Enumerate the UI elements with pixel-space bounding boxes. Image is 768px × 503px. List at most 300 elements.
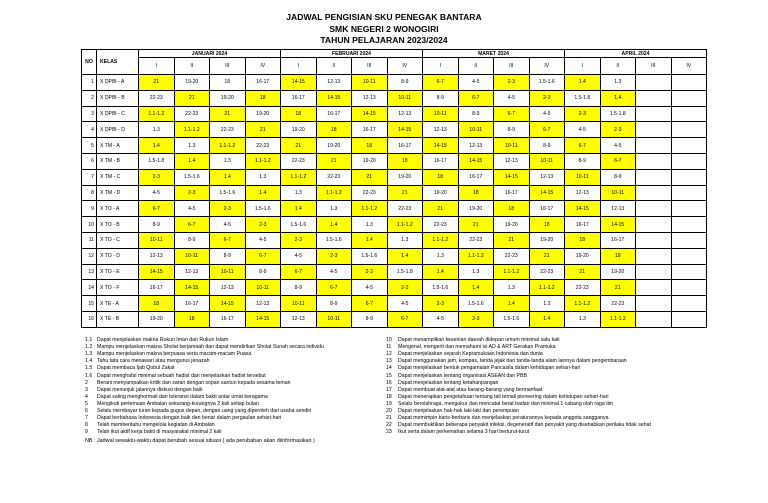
row-number: 12	[82, 248, 97, 264]
schedule-cell: 1.5-1.6	[458, 296, 494, 312]
note-item	[85, 380, 291, 387]
note-item	[386, 380, 498, 387]
schedule-cell: 14-15	[529, 185, 565, 201]
schedule-cell: 1.3	[352, 217, 388, 233]
schedule-cell: 12-13	[494, 153, 530, 169]
schedule-cell: 22-23	[565, 280, 601, 296]
schedule-cell: 1.4	[458, 280, 494, 296]
week-header: IV	[387, 58, 423, 75]
note-text: Dapat menjelaskan hak-hak laki-laki dan perempuan	[398, 408, 519, 414]
schedule-cell: 6-7	[139, 201, 175, 217]
month-header: MARET 2024	[423, 50, 565, 58]
schedule-cell	[636, 217, 672, 233]
schedule-cell: 19-20	[210, 90, 246, 106]
schedule-cell	[671, 296, 707, 312]
schedule-cell	[671, 232, 707, 248]
schedule-cell: 2-3	[210, 201, 246, 217]
note-text: Dapat menerapkan pengetahuan tentang tali temali pioneering dalam kehidupan sehari-hari	[398, 393, 609, 400]
schedule-cell: 18	[458, 185, 494, 201]
note-item	[85, 387, 203, 394]
schedule-cell: 2-3	[387, 280, 423, 296]
schedule-cell	[636, 248, 672, 264]
schedule-cell: 18	[245, 90, 281, 106]
header-kelas: KELAS	[97, 50, 139, 75]
schedule-cell: 1.1-1.2	[458, 248, 494, 264]
week-header: III	[352, 58, 388, 75]
schedule-cell: 21	[245, 122, 281, 138]
week-header: III	[636, 58, 672, 75]
note-number: 19	[386, 400, 392, 407]
schedule-cell	[671, 122, 707, 138]
class-name: X DPIB - A	[97, 75, 139, 91]
note-number: 1.2	[85, 344, 93, 351]
note-item	[386, 422, 651, 429]
schedule-cell: 21	[565, 264, 601, 280]
schedule-cell: 1.4	[174, 153, 210, 169]
note-item	[85, 422, 215, 429]
schedule-cell: 18	[387, 153, 423, 169]
schedule-cell: 8-9	[245, 264, 281, 280]
note-text: Dapat membuat alat-alat atau barang-barang yang bermanfaat	[398, 386, 543, 393]
schedule-cell: 1.5-1.6	[316, 232, 352, 248]
week-header: I	[139, 58, 175, 75]
schedule-cell	[671, 201, 707, 217]
note-item	[85, 401, 259, 408]
schedule-cell: 14-15	[139, 264, 175, 280]
class-name: X TE - A	[97, 296, 139, 312]
note-number: 8	[85, 422, 88, 429]
schedule-cell: 2-3	[352, 264, 388, 280]
schedule-cell: 16-17	[281, 90, 317, 106]
row-number: 14	[82, 280, 97, 296]
schedule-cell	[636, 264, 672, 280]
schedule-cell	[671, 280, 707, 296]
class-name: X TM - A	[97, 138, 139, 154]
schedule-cell: 1.3	[423, 248, 459, 264]
table-row	[82, 185, 707, 201]
note-text: Mengenal, mengerti dan memahami isi AD & ART Gerakan Pramuka	[398, 344, 556, 351]
schedule-cell: 6-7	[458, 90, 494, 106]
note-text: Dapat membuktikan beberapa penyakit infeksi, degeneratif dan penyakit yang disebabkan perilaku tidak sehat	[398, 422, 651, 429]
schedule-cell: 10-11	[352, 75, 388, 91]
row-number: 15	[82, 296, 97, 312]
schedule-cell: 1.1-1.2	[600, 311, 636, 327]
table-row	[82, 232, 707, 248]
schedule-cell: 10-11	[529, 153, 565, 169]
schedule-cell: 8-9	[423, 90, 459, 106]
schedule-cell: 12-13	[387, 106, 423, 122]
schedule-cell: 6-7	[600, 153, 636, 169]
schedule-cell: 18	[174, 311, 210, 327]
table-row	[82, 122, 707, 138]
schedule-cell: 4-5	[423, 311, 459, 327]
schedule-cell: 19-20	[245, 106, 281, 122]
schedule-cell: 18	[281, 106, 317, 122]
class-name: X TO - C	[97, 232, 139, 248]
schedule-cell: 21	[139, 75, 175, 91]
schedule-cell: 4-5	[600, 138, 636, 154]
schedule-cell: 6-7	[352, 296, 388, 312]
note-number: 20	[386, 408, 392, 414]
schedule-cell: 4-5	[174, 201, 210, 217]
schedule-cell: 2-3	[245, 217, 281, 233]
schedule-cell: 12-13	[174, 264, 210, 280]
schedule-cell: 1.1-1.2	[529, 280, 565, 296]
note-item	[85, 344, 324, 351]
note-number: 7	[85, 415, 88, 422]
schedule-cell: 10-11	[423, 106, 459, 122]
schedule-cell: 21	[423, 201, 459, 217]
schedule-cell: 2-3	[494, 75, 530, 91]
table-row	[82, 169, 707, 185]
schedule-cell: 18	[316, 122, 352, 138]
schedule-cell: 18	[600, 248, 636, 264]
week-header: II	[600, 58, 636, 75]
schedule-cell: 21	[316, 153, 352, 169]
note-text: Dapat memimpin baris-berbaris dan menjelaskan peraturannya kepada anggota sangganya	[398, 415, 609, 422]
schedule-cell: 18	[529, 217, 565, 233]
schedule-cell: 22-23	[139, 90, 175, 106]
schedule-cell: 10-11	[245, 280, 281, 296]
schedule-cell: 16-17	[316, 106, 352, 122]
schedule-cell: 22-23	[245, 138, 281, 154]
class-name: X TM - B	[97, 153, 139, 169]
note-number: 11	[386, 344, 392, 351]
schedule-cell: 1.1-1.2	[245, 153, 281, 169]
week-header: I	[423, 58, 459, 75]
schedule-cell: 12-13	[245, 296, 281, 312]
schedule-cell: 6-7	[174, 217, 210, 233]
schedule-cell: 1.4	[352, 232, 388, 248]
schedule-cell: 4-5	[281, 248, 317, 264]
schedule-cell: 16-17	[565, 217, 601, 233]
note-text: Dapat menghafal minimal sebuah hadist dan menjelaskan hadist tersebut	[97, 372, 266, 379]
schedule-cell: 1.3	[174, 138, 210, 154]
schedule-cell: 1.4	[565, 75, 601, 91]
schedule-cell: 1.1-1.2	[139, 106, 175, 122]
schedule-cell: 4-5	[139, 185, 175, 201]
schedule-cell: 2-3	[423, 296, 459, 312]
schedule-cell: 8-9	[600, 169, 636, 185]
schedule-cell	[636, 75, 672, 91]
row-number: 10	[82, 217, 97, 233]
schedule-cell: 1.1-1.2	[494, 264, 530, 280]
schedule-cell: 4-5	[210, 217, 246, 233]
schedule-cell: 12-13	[210, 280, 246, 296]
schedule-cell: 4-5	[245, 232, 281, 248]
note-text: Dapat menampilkan kesenian daerah didepan umum minimal satu kali	[398, 337, 560, 343]
table-row	[82, 311, 707, 327]
schedule-cell: 10-11	[316, 311, 352, 327]
title-line-3: TAHUN PELAJARAN 2023/2024	[320, 35, 448, 45]
schedule-cell: 4-5	[387, 296, 423, 312]
schedule-cell: 1.3	[458, 264, 494, 280]
schedule-cell: 12-13	[565, 185, 601, 201]
schedule-cell: 8-9	[210, 248, 246, 264]
schedule-cell: 19-20	[458, 201, 494, 217]
note-number: 1.6	[85, 372, 93, 379]
schedule-cell: 16-17	[352, 122, 388, 138]
schedule-cell: 1.5-1.6	[494, 311, 530, 327]
schedule-cell: 22-23	[600, 296, 636, 312]
schedule-cell: 22-23	[387, 201, 423, 217]
class-name: X TO - F	[97, 280, 139, 296]
schedule-cell	[671, 311, 707, 327]
class-name: X TM - C	[97, 169, 139, 185]
note-number: 13	[386, 358, 392, 365]
schedule-cell: 2-3	[174, 185, 210, 201]
class-name: X DPIB - B	[97, 90, 139, 106]
schedule-cell: 12-13	[529, 169, 565, 185]
title-line-2: SMK NEGERI 2 WONOGIRI	[329, 23, 439, 34]
schedule-cell: 12-13	[139, 248, 175, 264]
schedule-cell: 21	[174, 90, 210, 106]
schedule-cell: 12-13	[352, 90, 388, 106]
schedule-cell: 1.4	[529, 311, 565, 327]
schedule-cell: 21	[387, 185, 423, 201]
note-number: 6	[85, 408, 88, 414]
table-row	[82, 248, 707, 264]
schedule-cell: 14-15	[494, 169, 530, 185]
table-row	[82, 90, 707, 106]
schedule-cell: 21	[210, 106, 246, 122]
note-text: Dapat menjelaskan tentang ketahanpangan	[398, 379, 499, 386]
class-name: X TO - A	[97, 201, 139, 217]
table-row	[82, 296, 707, 312]
month-header: JANUARI 2024	[139, 50, 281, 58]
schedule-cell: 16-17	[458, 169, 494, 185]
note-number: 2	[85, 379, 88, 386]
schedule-cell: 14-15	[423, 138, 459, 154]
note-number: 23	[386, 429, 392, 436]
schedule-cell: 4-5	[352, 280, 388, 296]
header-no: NO	[82, 50, 97, 75]
schedule-cell	[671, 75, 707, 91]
schedule-cell: 1.3	[281, 185, 317, 201]
schedule-cell: 14-15	[600, 217, 636, 233]
schedule-cell: 21	[352, 169, 388, 185]
schedule-cell	[636, 296, 672, 312]
schedule-cell	[636, 232, 672, 248]
schedule-cell: 6-7	[316, 280, 352, 296]
note-number: 1.1	[85, 337, 93, 343]
schedule-cell: 1.5-1.8	[565, 90, 601, 106]
note-text: Telah memberitahu mengelola kegiatan di Ambalan	[97, 422, 215, 429]
schedule-cell	[671, 90, 707, 106]
schedule-cell	[671, 185, 707, 201]
schedule-cell: 10-11	[210, 264, 246, 280]
schedule-cell: 18	[494, 201, 530, 217]
note-item	[386, 351, 543, 358]
class-name: X DPIB - D	[97, 122, 139, 138]
note-text: Dapat menjelaskan sejarah Kepramukaan Indonesia dan dunia	[398, 351, 543, 358]
note-item	[85, 394, 268, 401]
schedule-cell	[636, 122, 672, 138]
row-number: 13	[82, 264, 97, 280]
schedule-cell: 21	[600, 280, 636, 296]
note-item	[85, 351, 251, 358]
note-item	[386, 358, 627, 365]
row-number: 16	[82, 311, 97, 327]
schedule-cell: 1.4	[423, 264, 459, 280]
table-row	[82, 138, 707, 154]
schedule-cell: 1.3	[494, 280, 530, 296]
note-text: Dapat menjelaskan bentuk pengamalan Pancasila dalam kehidupan sehari-hari	[398, 365, 581, 372]
schedule-cell: 8-9	[387, 75, 423, 91]
schedule-cell: 6-7	[565, 138, 601, 154]
schedule-cell: 4-5	[458, 75, 494, 91]
schedule-cell: 1.5-1.6	[210, 185, 246, 201]
row-number: 5	[82, 138, 97, 154]
schedule-cell: 1.5-1.6	[352, 248, 388, 264]
schedule-cell: 18	[139, 296, 175, 312]
schedule-cell: 1.1-1.2	[316, 185, 352, 201]
schedule-cell: 1.1-1.2	[281, 169, 317, 185]
week-header: II	[458, 58, 494, 75]
schedule-cell: 22-23	[281, 153, 317, 169]
schedule-cell: 6-7	[245, 248, 281, 264]
note-item	[85, 415, 281, 422]
note-item	[386, 387, 542, 394]
note-text: Dapat saling menghormati dan toleransi dalam bakti antar umat beragama	[97, 393, 268, 400]
schedule-cell: 14-15	[316, 90, 352, 106]
schedule-cell: 1.3	[139, 122, 175, 138]
schedule-cell: 16-17	[210, 311, 246, 327]
note-number: 12	[386, 351, 392, 358]
schedule-cell: 14-15	[174, 280, 210, 296]
schedule-cell: 1.5-1.6	[281, 217, 317, 233]
schedule-cell: 1.3	[316, 201, 352, 217]
note-number: 21	[386, 415, 392, 422]
note-item	[386, 401, 613, 408]
schedule-cell: 1.4	[387, 248, 423, 264]
note-text: Dapat berbahasa Indonesia dengan baik dan benar dalam pergaulan sehari-hari	[97, 415, 282, 422]
schedule-cell: 22-23	[494, 248, 530, 264]
schedule-cell: 14-15	[210, 296, 246, 312]
schedule-cell	[636, 280, 672, 296]
note-item	[386, 337, 559, 344]
row-number: 7	[82, 169, 97, 185]
schedule-cell: 6-7	[281, 264, 317, 280]
schedule-cell	[671, 138, 707, 154]
note-text: Dapat menjelaskan makna Rukun Iman dan Rukun Islam	[97, 337, 229, 343]
note-item	[386, 429, 529, 436]
schedule-cell: 1.5-1.8	[387, 264, 423, 280]
schedule-cell	[636, 90, 672, 106]
schedule-cell: 6-7	[387, 311, 423, 327]
schedule-cell	[636, 106, 672, 122]
schedule-cell: 21	[458, 217, 494, 233]
week-header: IV	[245, 58, 281, 75]
schedule-cell: 19-20	[174, 75, 210, 91]
note-text: Mengikuti pertemuan Ambalan sekurang-kurangnya 2 kali setiap bulan	[97, 400, 259, 407]
schedule-cell: 8-9	[139, 217, 175, 233]
class-name: X DPIB - C	[97, 106, 139, 122]
schedule-cell: 16-17	[387, 138, 423, 154]
week-header: II	[316, 58, 352, 75]
schedule-cell: 19-20	[387, 169, 423, 185]
schedule-cell: 19-20	[423, 185, 459, 201]
week-header: IV	[671, 58, 707, 75]
schedule-cell: 16-17	[139, 280, 175, 296]
schedule-cell: 18	[352, 138, 388, 154]
schedule-cell: 1.3	[387, 232, 423, 248]
note-text: Dapat menggunakan jam, kompas, tanda jejak dan tanda-tanda alam lainnya dalam pengembaraan	[398, 358, 627, 365]
month-header: APRIL 2024	[565, 50, 707, 58]
note-item	[85, 408, 311, 415]
note-text: Mampu menjelaskan makna berpuasa serta macam-macam Puasa	[97, 351, 252, 358]
note-number: 17	[386, 386, 392, 393]
schedule-cell	[636, 311, 672, 327]
week-header: I	[281, 58, 317, 75]
note-item	[85, 365, 175, 372]
schedule-cell: 4-5	[316, 264, 352, 280]
schedule-cell: 21	[494, 232, 530, 248]
schedule-cell: 8-9	[316, 296, 352, 312]
note-number: 18	[386, 393, 392, 400]
schedule-cell: 10-11	[174, 248, 210, 264]
schedule-cell: 4-5	[529, 106, 565, 122]
schedule-cell: 2-3	[281, 232, 317, 248]
schedule-cell	[636, 201, 672, 217]
table-row	[82, 264, 707, 280]
schedule-cell: 19-20	[600, 264, 636, 280]
schedule-cell: 16-17	[494, 185, 530, 201]
note-text: Telah ikut aktif kerja bakti di masyarakat minimal 2 kali	[97, 429, 222, 436]
note-text: Dapat menunjuk jalannya diskusi dengan baik	[97, 386, 203, 393]
schedule-cell: 19-20	[565, 248, 601, 264]
schedule-cell: 22-23	[529, 264, 565, 280]
schedule-cell: 21	[529, 248, 565, 264]
schedule-cell: 8-9	[352, 311, 388, 327]
schedule-cell: 22-23	[210, 122, 246, 138]
schedule-cell: 10-11	[600, 185, 636, 201]
note-number: 16	[386, 379, 392, 386]
schedule-cell: 6-7	[494, 106, 530, 122]
schedule-cell: 1.3	[565, 311, 601, 327]
schedule-cell: 12-13	[423, 122, 459, 138]
row-number: 11	[82, 232, 97, 248]
schedule-cell: 16-17	[245, 75, 281, 91]
week-header: III	[210, 58, 246, 75]
table-row	[82, 106, 707, 122]
class-name: X TO - D	[97, 248, 139, 264]
week-header: IV	[529, 58, 565, 75]
schedule-cell: 1.1-1.2	[210, 138, 246, 154]
title-line-1: JADWAL PENGISIAN SKU PENEGAK BANTARA	[286, 12, 482, 22]
schedule-cell: 4-5	[494, 90, 530, 106]
schedule-cell: 1.5-1.6	[174, 169, 210, 185]
note-number: 15	[386, 372, 392, 379]
row-number: 2	[82, 90, 97, 106]
schedule-cell: 2-3	[316, 248, 352, 264]
schedule-cell	[671, 264, 707, 280]
schedule-cell: 14-15	[565, 201, 601, 217]
class-name: X TO - B	[97, 217, 139, 233]
note-item	[386, 415, 609, 422]
schedule-cell: 19-20	[139, 311, 175, 327]
schedule-cell: 21	[281, 138, 317, 154]
row-number: 8	[82, 185, 97, 201]
schedule-cell: 1.4	[210, 169, 246, 185]
schedule-cell: 22-23	[174, 106, 210, 122]
document-title-block	[0, 12, 768, 47]
schedule-cell: 2-3	[139, 169, 175, 185]
schedule-cell: 8-9	[281, 280, 317, 296]
schedule-cell: 1.1-1.2	[174, 122, 210, 138]
row-number: 4	[82, 122, 97, 138]
schedule-cell: 19-20	[352, 153, 388, 169]
